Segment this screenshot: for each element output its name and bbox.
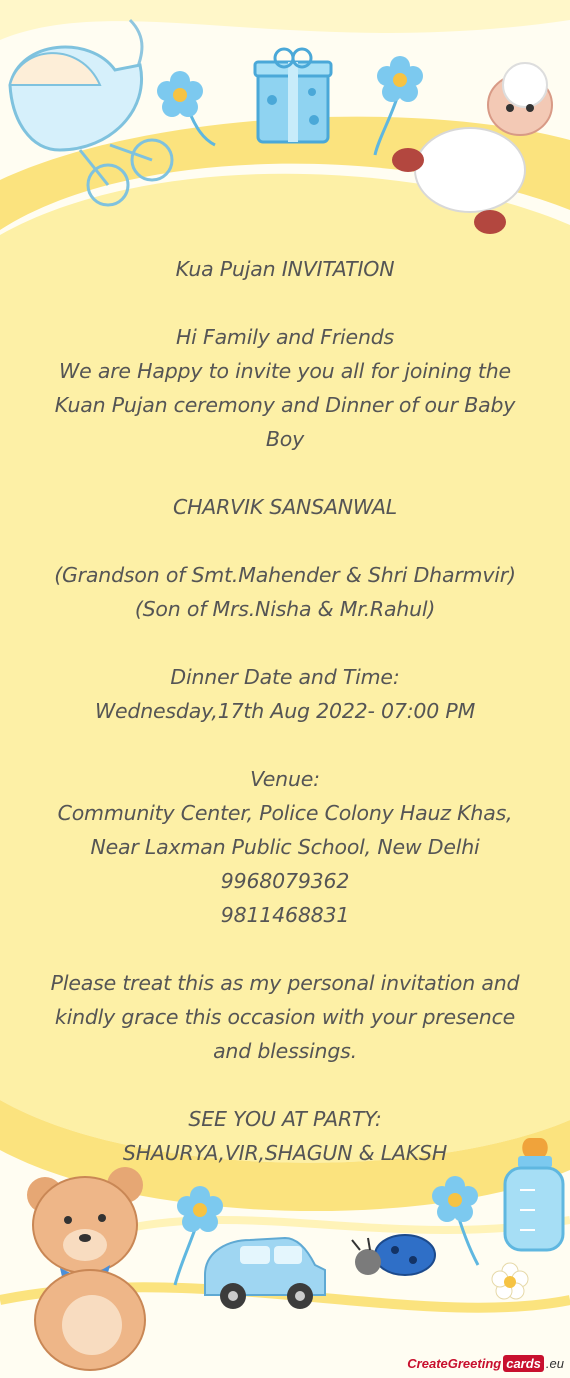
hosts: SHAURYA,VIR,SHAGUN & LAKSH <box>122 1141 448 1165</box>
ladybug-icon <box>352 1235 435 1275</box>
teddy-bear-icon <box>27 1167 145 1370</box>
greeting: Hi Family and Friends <box>175 325 395 349</box>
phone-1: 9968079362 <box>220 869 350 893</box>
see-you-heading: SEE YOU AT PARTY: <box>188 1107 382 1131</box>
toy-car-icon <box>205 1238 325 1309</box>
brand-box: cards <box>503 1355 544 1372</box>
closing-note: Please treat this as my personal invitation and kindly grace this occasion with your presence and blessings. <box>50 971 520 1063</box>
grandson-of: (Grandson of Smt.Mahender & Shri Dharmvir) <box>54 563 516 587</box>
son-of: (Son of Mrs.Nisha & Mr.Rahul) <box>134 597 436 621</box>
venue-label: Venue: <box>250 767 320 791</box>
invitation-title: Kua Pujan INVITATION <box>175 257 395 281</box>
date-label: Dinner Date and Time: <box>170 665 400 689</box>
brand-name: CreateGreeting <box>407 1356 502 1371</box>
brand-tld: .eu <box>545 1356 564 1371</box>
invitation-message: We are Happy to invite you all for joining the Kuan Pujan ceremony and Dinner of our Baby Boy <box>54 359 516 451</box>
flower-icon <box>492 1263 528 1299</box>
venue-address: Community Center, Police Colony Hauz Khas, Near Laxman Public School, New Delhi <box>57 801 513 859</box>
flower-icon <box>432 1176 478 1265</box>
child-name: CHARVIK SANSANWAL <box>172 495 398 519</box>
date-value: Wednesday,17th Aug 2022- 07:00 PM <box>94 699 476 723</box>
invitation-text <box>0 252 570 1170</box>
phone-2: 9811468831 <box>220 903 350 927</box>
brand-logo[interactable] <box>407 1355 564 1372</box>
gift-box-icon <box>255 49 331 142</box>
